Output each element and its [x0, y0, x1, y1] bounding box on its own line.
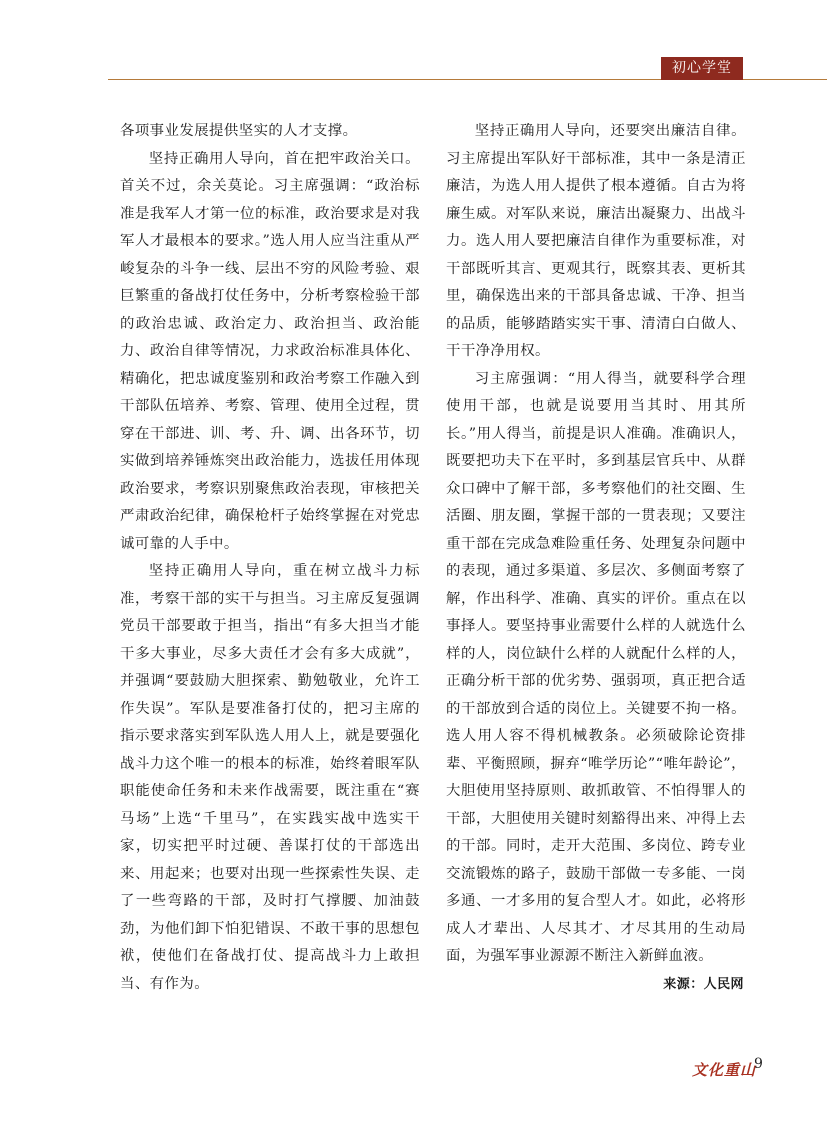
paragraph: 坚持正确用人导向，重在树立战斗力标准，考察干部的实干与担当。习主席反复强调党员干部要敢于担当，指出“有多大担当才能干多大事业，尽多大责任才会有多大成就”，并强调“要鼓励大胆探索、勤勉敬业，允许工作失误”。军队是要准备打仗的，把习主席的指示要求落实到军队选人用人上，就是要强化战斗力这个唯一的根本的标准，始终着眼军队职能使命任务和未来作战需要，既注重在“赛马场”上选“千里马”，在实践实战中选实干家，切实把平时过硬、善谋打仗的干部选出来、用起来；也要对出现一些探索性失误、走了一些弯路的干部，及时打气撑腰、加油鼓劲，为他们卸下怕犯错误、不敢干事的思想包袱，使他们在备战打仗、提高战斗力上敢担当、有作为。: [120, 563, 420, 992]
left-column: [120, 118, 420, 998]
source-credit: 来源：人民网: [663, 976, 744, 992]
magazine-logo: 文化重山: [692, 1061, 757, 1079]
paragraph: 各项事业发展提供坚实的人才支撑。: [120, 123, 358, 139]
paragraph: 习主席强调：“用人得当，就要科学合理使用干部，也就是说要用当其时、用其所长。”用人得当，前提是识人准确。准确识人，既要把功夫下在平时，多到基层官兵中、从群众口碑中了解干部，多考察他们的社交圈、生活圈、朋友圈，掌握干部的一贯表现；又要注重干部在完成急难险重任务、处理复杂问题中的表现，通过多渠道、多层次、多侧面考察了解，作出科学、准确、真实的评价。重点在以事择人。要坚持事业需要什么样的人就选什么样的人，岗位缺什么样的人就配什么样的人，正确分析干部的优劣势、强弱项，真正把合适的干部放到合适的岗位上。关键要不拘一格。选人用人容不得机械教条。必须破除论资排辈、平衡照顾，摒弃“唯学历论”“唯年龄论”，大胆使用坚持原则、敢抓敢管、不怕得罪人的干部，大胆使用关键时刻豁得出来、冲得上去的干部。同时，走开大范围、多岗位、跨专业交流锻炼的路子，鼓励干部做一专多能、一岗多通、一才多用的复合型人才。如此，必将形成人才辈出、人尽其才、才尽其用的生动局面，为强军事业源源不断注入新鲜血液。: [446, 370, 746, 964]
page-number: 9: [754, 1056, 763, 1072]
right-column: [446, 118, 746, 999]
paragraph: 坚持正确用人导向，首在把牢政治关口。首关不过，余关莫论。习主席强调：“政治标准是我军人才第一位的标准，政治要求是对我军人才最根本的要求。”选人用人应当注重从严峻复杂的斗争一线、层出不穷的风险考验、艰巨繁重的备战打仗任务中，分析考察检验干部的政治忠诚、政治定力、政治担当、政治能力、政治自律等情况，力求政治标准具体化、精确化，把忠诚度鉴别和政治考察工作融入到干部队伍培养、考察、管理、使用全过程，贯穿在干部进、训、考、升、调、出各环节，切实做到培养锤炼突出政治能力，选拔任用体现政治要求，考察识别聚焦政治表现，审核把关严肃政治纪律，确保枪杆子始终掌握在对党忠诚可靠的人手中。: [120, 150, 420, 552]
paragraph: 坚持正确用人导向，还要突出廉洁自律。习主席提出军队好干部标准，其中一条是清正廉洁，为选人用人提供了根本遵循。自古为将廉生威。对军队来说，廉洁出凝聚力、出战斗力。选人用人要把廉洁自律作为重要标准，对干部既听其言、更观其行，既察其表、更析其里，确保选出来的干部具备忠诚、干净、担当的品质，能够踏踏实实干事、清清白白做人、干干净净用权。: [446, 123, 746, 359]
section-tag: 初心学堂: [661, 57, 743, 80]
